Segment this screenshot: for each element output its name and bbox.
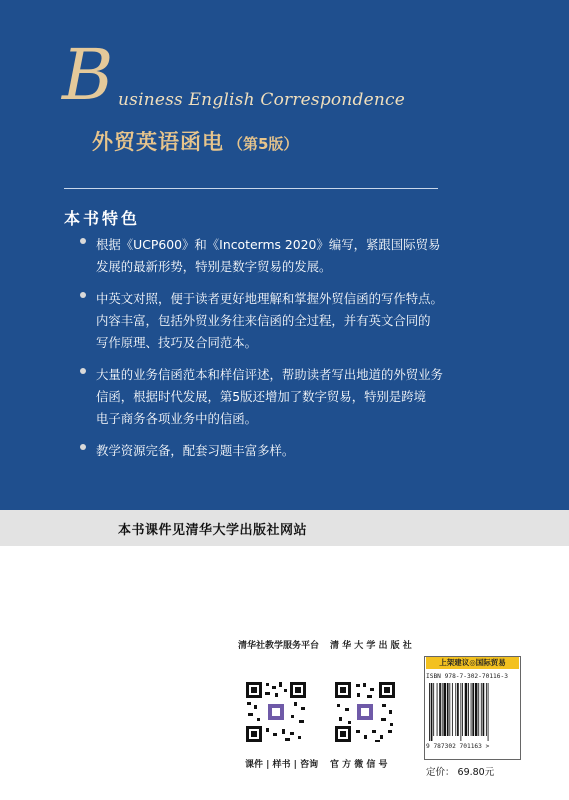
script-initial-letter: B <box>62 34 114 116</box>
feature-line: 电子商务各项业务中的信函。 <box>96 411 258 426</box>
bullet-dot-icon <box>80 444 86 450</box>
feature-line: 大量的业务信函范本和样信评述，帮助读者写出地道的外贸业务 <box>96 367 443 382</box>
bullet-dot-icon <box>80 368 86 374</box>
qr-left-title: 清华社教学服务平台 <box>238 641 320 651</box>
feature-line: 中英文对照，便于读者更好地理解和掌握外贸信函的写作特点。 <box>96 291 443 306</box>
feature-item <box>78 288 518 354</box>
feature-line: 教学资源完备，配套习题丰富多样。 <box>96 443 295 458</box>
qr-right-title: 清 华 大 学 出 版 社 <box>330 641 412 651</box>
english-script-title <box>62 34 405 120</box>
feature-line: 写作原理、技巧及合同范本。 <box>96 335 258 350</box>
feature-line: 内容丰富，包括外贸业务往来信函的全过程，并有英文合同的 <box>96 313 431 328</box>
isbn-text: ISBN 978-7-302-70116-3 <box>426 673 508 680</box>
script-title-text: usiness English Correspondence <box>118 90 405 110</box>
divider-line <box>64 188 438 189</box>
feature-item <box>78 440 518 462</box>
qr-left-caption: 课件 | 样书 | 咨询 <box>245 760 319 770</box>
title-edition: （第5版） <box>228 135 299 153</box>
shelving-category-badge: 上架建议◎国际贸易 <box>426 657 519 669</box>
courseware-notice: 本书课件见清华大学出版社网站 <box>118 523 308 538</box>
qr-code-official-wechat[interactable] <box>333 680 397 744</box>
qr-right-caption: 官 方 微 信 号 <box>330 760 388 770</box>
price-label: 定价： 69.80元 <box>426 767 495 778</box>
features-list <box>78 234 518 472</box>
feature-item <box>78 234 518 278</box>
barcode-icon <box>428 683 514 741</box>
chinese-title <box>92 126 298 156</box>
bullet-dot-icon <box>80 292 86 298</box>
qr-code-teaching-platform[interactable] <box>244 680 308 744</box>
bullet-dot-icon <box>80 238 86 244</box>
qr-code-icon <box>244 680 308 744</box>
feature-line: 信函，根据时代发展，第5版还增加了数字贸易，特别是跨境 <box>96 389 427 404</box>
features-heading: 本书特色 <box>64 209 141 228</box>
title-main: 外贸英语函电 <box>92 130 224 154</box>
feature-line: 发展的最新形势，特别是数字贸易的发展。 <box>96 259 332 274</box>
feature-line: 根据《UCP600》和《Incoterms 2020》编写，紧跟国际贸易 <box>96 237 441 252</box>
barcode-digits: 9 787302 701163 > <box>426 743 490 750</box>
feature-item <box>78 364 518 430</box>
qr-code-icon <box>333 680 397 744</box>
